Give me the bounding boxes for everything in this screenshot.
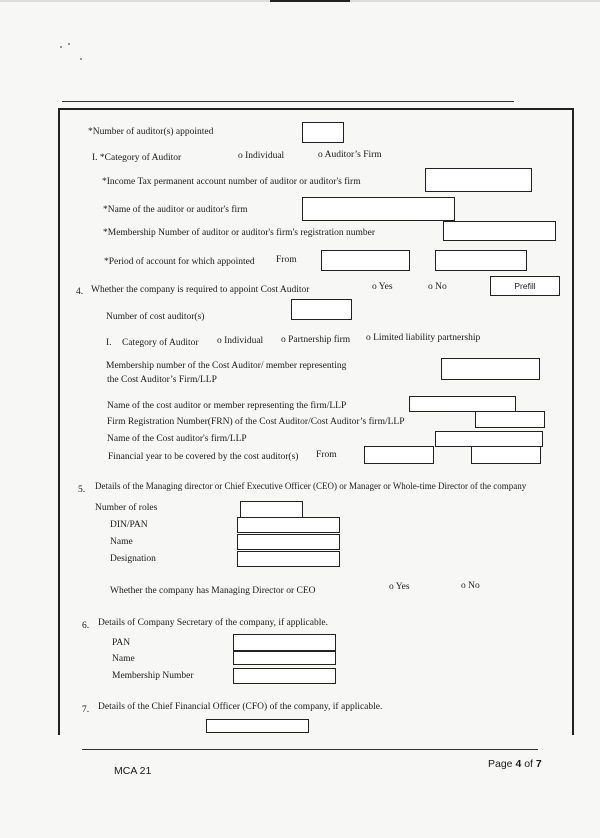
md-name-field[interactable]	[237, 534, 340, 550]
auditor-membership-field[interactable]	[443, 221, 556, 241]
period-from-field[interactable]	[321, 250, 410, 271]
auditor-pan-field[interactable]	[425, 168, 532, 192]
q5-number: 5.	[78, 485, 86, 495]
cost-auditor-question: Whether the company is required to appoint Cost Auditor	[91, 285, 310, 295]
radio-md-no[interactable]: o No	[461, 581, 480, 591]
financial-year-label: Financial year to be covered by the cost auditor(s)	[108, 452, 299, 462]
form-id: MCA 21	[114, 765, 152, 777]
q4-number: 4.	[76, 287, 84, 297]
scan-mark	[270, 0, 350, 2]
cs-pan-field[interactable]	[233, 634, 336, 651]
num-auditors-label: *Number of auditor(s) appointed	[88, 127, 214, 137]
cost-membership-field[interactable]	[441, 358, 540, 380]
page-current: 4	[515, 758, 522, 770]
frn-field[interactable]	[475, 411, 545, 428]
cost-firm-name-field[interactable]	[435, 431, 543, 447]
num-roles-field[interactable]	[240, 501, 303, 518]
cost-category-label: Category of Auditor	[122, 338, 199, 348]
auditor-pan-label: *Income Tax permanent account number of auditor or auditor's firm	[102, 177, 361, 187]
q6-number: 6.	[82, 621, 90, 631]
period-from-label: From	[276, 255, 297, 265]
md-name-label: Name	[110, 537, 133, 547]
prefill-button[interactable]: Prefill	[490, 276, 560, 296]
num-cost-auditors-label: Number of cost auditor(s)	[106, 312, 205, 322]
md-din-label: DIN/PAN	[110, 520, 148, 530]
md-din-field[interactable]	[237, 517, 340, 533]
cost-auditor-name-label: Name of the cost auditor or member representing the firm/LLP	[107, 401, 347, 411]
fy-to-field[interactable]	[471, 446, 541, 464]
cfo-field[interactable]	[206, 719, 309, 733]
auditor-name-field[interactable]	[302, 197, 455, 221]
cs-membership-label: Membership Number	[112, 671, 194, 681]
radio-auditor-firm[interactable]: o Auditor’s Firm	[318, 150, 382, 160]
radio-md-yes[interactable]: o Yes	[389, 582, 410, 592]
num-roles-label: Number of roles	[95, 503, 158, 513]
auditor-name-label: *Name of the auditor or auditor's firm	[103, 205, 248, 215]
fy-from-field[interactable]	[364, 446, 434, 464]
footer-rule	[82, 749, 538, 750]
scan-speck	[60, 46, 62, 48]
cfo-details-heading: Details of the Chief Financial Officer (CFO) of the company, if applicable.	[98, 702, 383, 712]
frn-label: Firm Registration Number(FRN) of the Cost Auditor/Cost Auditor’s firm/LLP	[107, 417, 405, 427]
num-cost-auditors-field[interactable]	[291, 299, 352, 320]
num-auditors-field[interactable]	[302, 122, 344, 143]
radio-partnership[interactable]: o Partnership firm	[281, 335, 351, 345]
cs-pan-label: PAN	[112, 638, 131, 648]
radio-cost-yes[interactable]: o Yes	[372, 282, 393, 292]
has-md-ceo-label: Whether the company has Managing Director or CEO	[110, 586, 316, 596]
radio-cost-no[interactable]: o No	[428, 282, 447, 292]
period-to-field[interactable]	[435, 250, 527, 271]
page-indicator	[488, 759, 542, 770]
auditor-period-label: *Period of account for which appointed	[104, 257, 255, 267]
md-designation-label: Designation	[110, 554, 156, 564]
radio-cost-individual[interactable]: o Individual	[217, 336, 264, 346]
radio-individual[interactable]: o Individual	[238, 151, 285, 161]
company-secretary-heading: Details of Company Secretary of the company, if applicable.	[98, 618, 328, 628]
cost-auditor-name-field[interactable]	[409, 396, 516, 412]
auditor-category-label: I. *Category of Auditor	[92, 153, 182, 163]
auditor-membership-label: *Membership Number of auditor or auditor's firm's registration number	[103, 228, 376, 238]
page-of: of	[521, 758, 536, 770]
top-rule	[62, 101, 514, 102]
cost-category-number: I.	[106, 338, 112, 348]
cost-membership-label-2: the Cost Auditor’s Firm/LLP	[107, 375, 217, 385]
cs-membership-field[interactable]	[233, 668, 336, 684]
cost-membership-label: Membership number of the Cost Auditor/ member representing	[106, 361, 347, 371]
cost-firm-name-label: Name of the Cost auditor's firm/LLP	[107, 434, 247, 444]
md-ceo-details-heading: Details of the Managing director or Chief Executive Officer (CEO) or Manager or Whole-time Director of the company	[95, 481, 527, 491]
q7-number: 7.	[82, 705, 90, 715]
cs-name-label: Name	[112, 654, 135, 664]
scan-speck	[80, 58, 82, 60]
scan-speck	[68, 43, 70, 45]
cs-name-field[interactable]	[233, 651, 336, 665]
page-total: 7	[535, 758, 542, 770]
page-prefix: Page	[488, 758, 516, 770]
fy-from-label: From	[316, 450, 337, 460]
radio-llp[interactable]: o Limited liability partnership	[366, 333, 481, 343]
md-designation-field[interactable]	[237, 551, 340, 567]
